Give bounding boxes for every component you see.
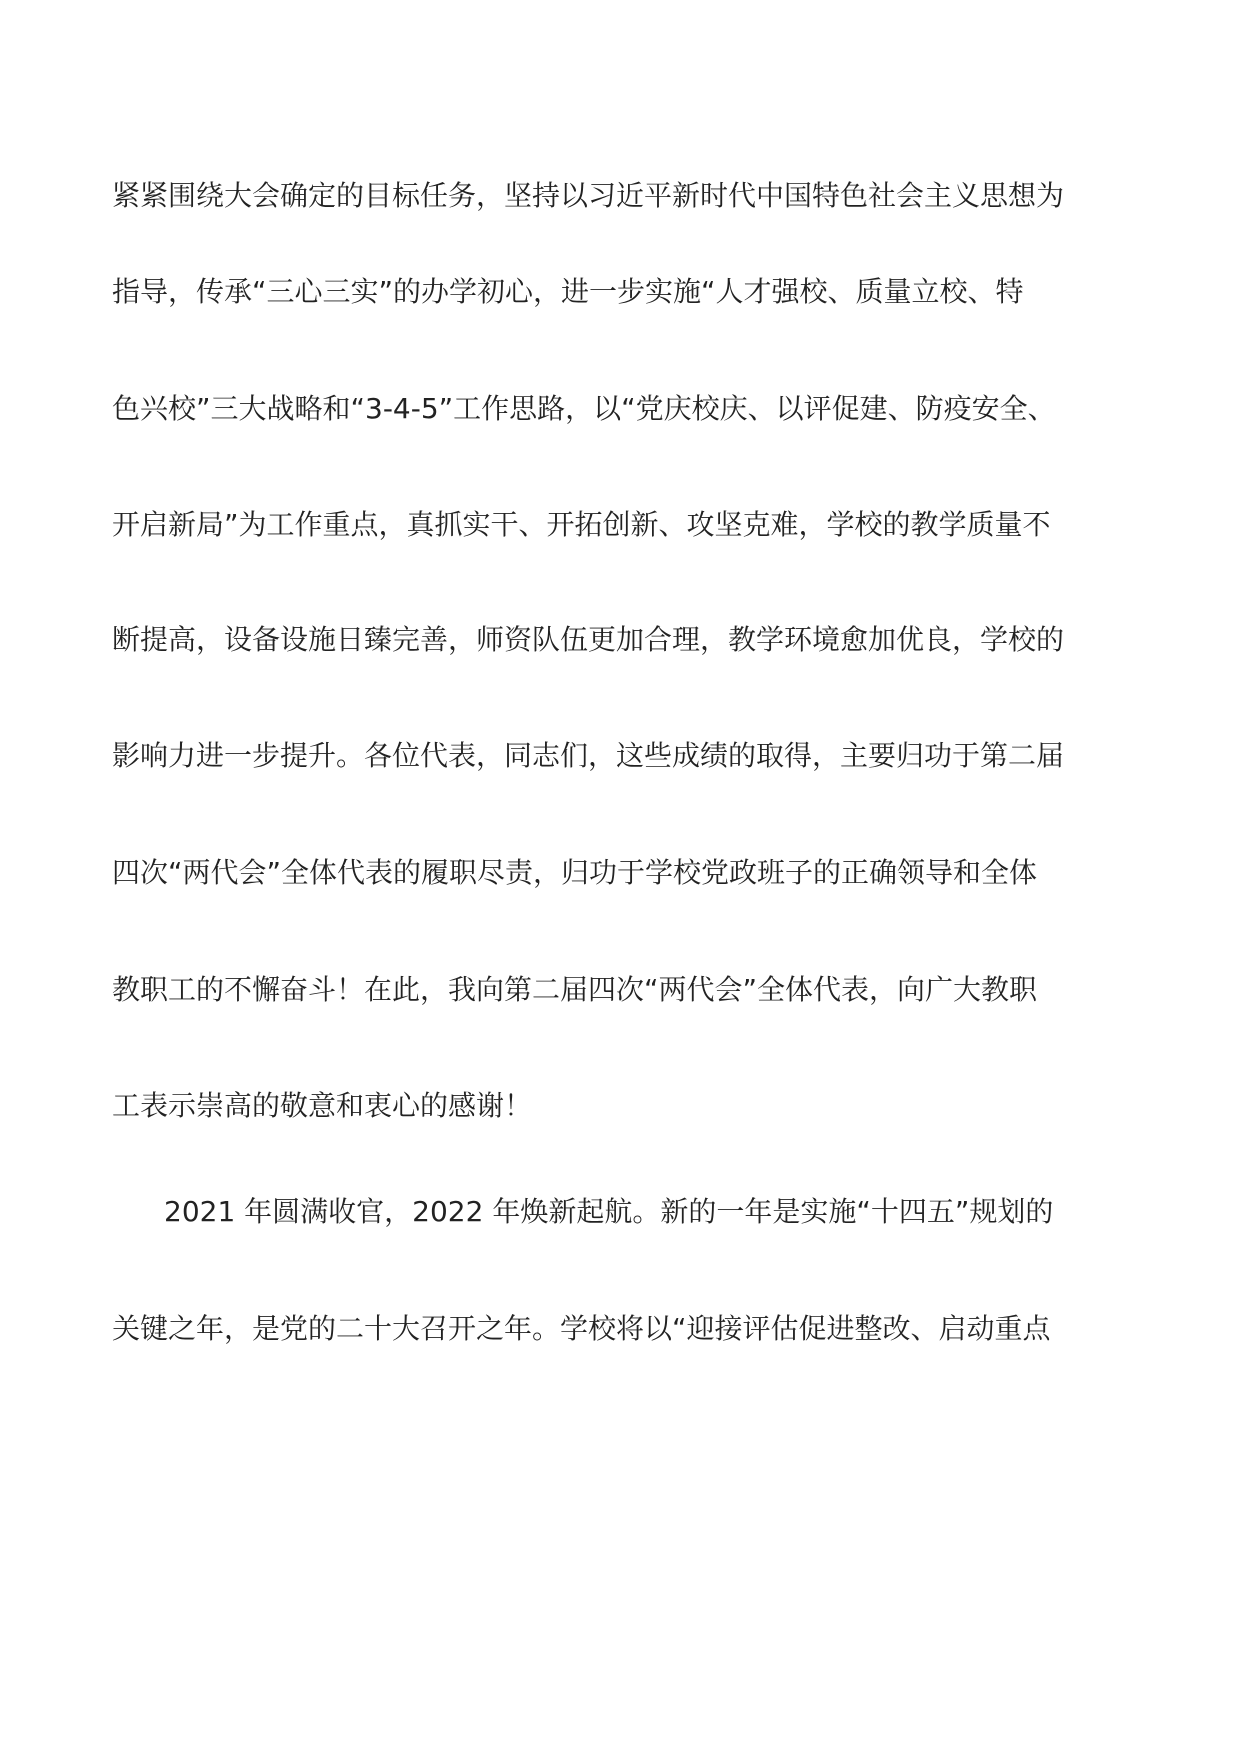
paragraph-line: 影响力进一步提升。各位代表，同志们，这些成绩的取得，主要归功于第二届 — [112, 739, 1065, 772]
paragraph-line: 四次“两代会”全体代表的履职尽责，归功于学校党政班子的正确领导和全体 — [112, 856, 1038, 889]
paragraph-line: 工表示崇高的敬意和衷心的感谢！ — [112, 1089, 533, 1122]
paragraph-line: 关键之年，是党的二十大召开之年。学校将以“迎接评估促进整改、启动重点 — [112, 1312, 1051, 1345]
paragraph-line: 指导，传承“三心三实”的办学初心，进一步实施“人才强校、质量立校、特 — [112, 275, 1024, 308]
paragraph-line: 开启新局”为工作重点，真抓实干、开拓创新、攻坚克难，学校的教学质量不 — [112, 508, 1051, 541]
paragraph-line: 教职工的不懈奋斗！在此，我向第二届四次“两代会”全体代表，向广大教职 — [112, 973, 1038, 1006]
paragraph-line: 紧紧围绕大会确定的目标任务，坚持以习近平新时代中国特色社会主义思想为 — [112, 179, 1065, 212]
paragraph-first-line: 2021 年圆满收官，2022 年焕新起航。新的一年是实施“十四五”规划的 — [164, 1195, 1054, 1228]
paragraph-line: 色兴校”三大战略和“3-4-5”工作思路，以“党庆校庆、以评促建、防疫安全、 — [112, 392, 1056, 425]
paragraph-line: 断提高，设备设施日臻完善，师资队伍更加合理，教学环境愈加优良，学校的 — [112, 623, 1065, 656]
